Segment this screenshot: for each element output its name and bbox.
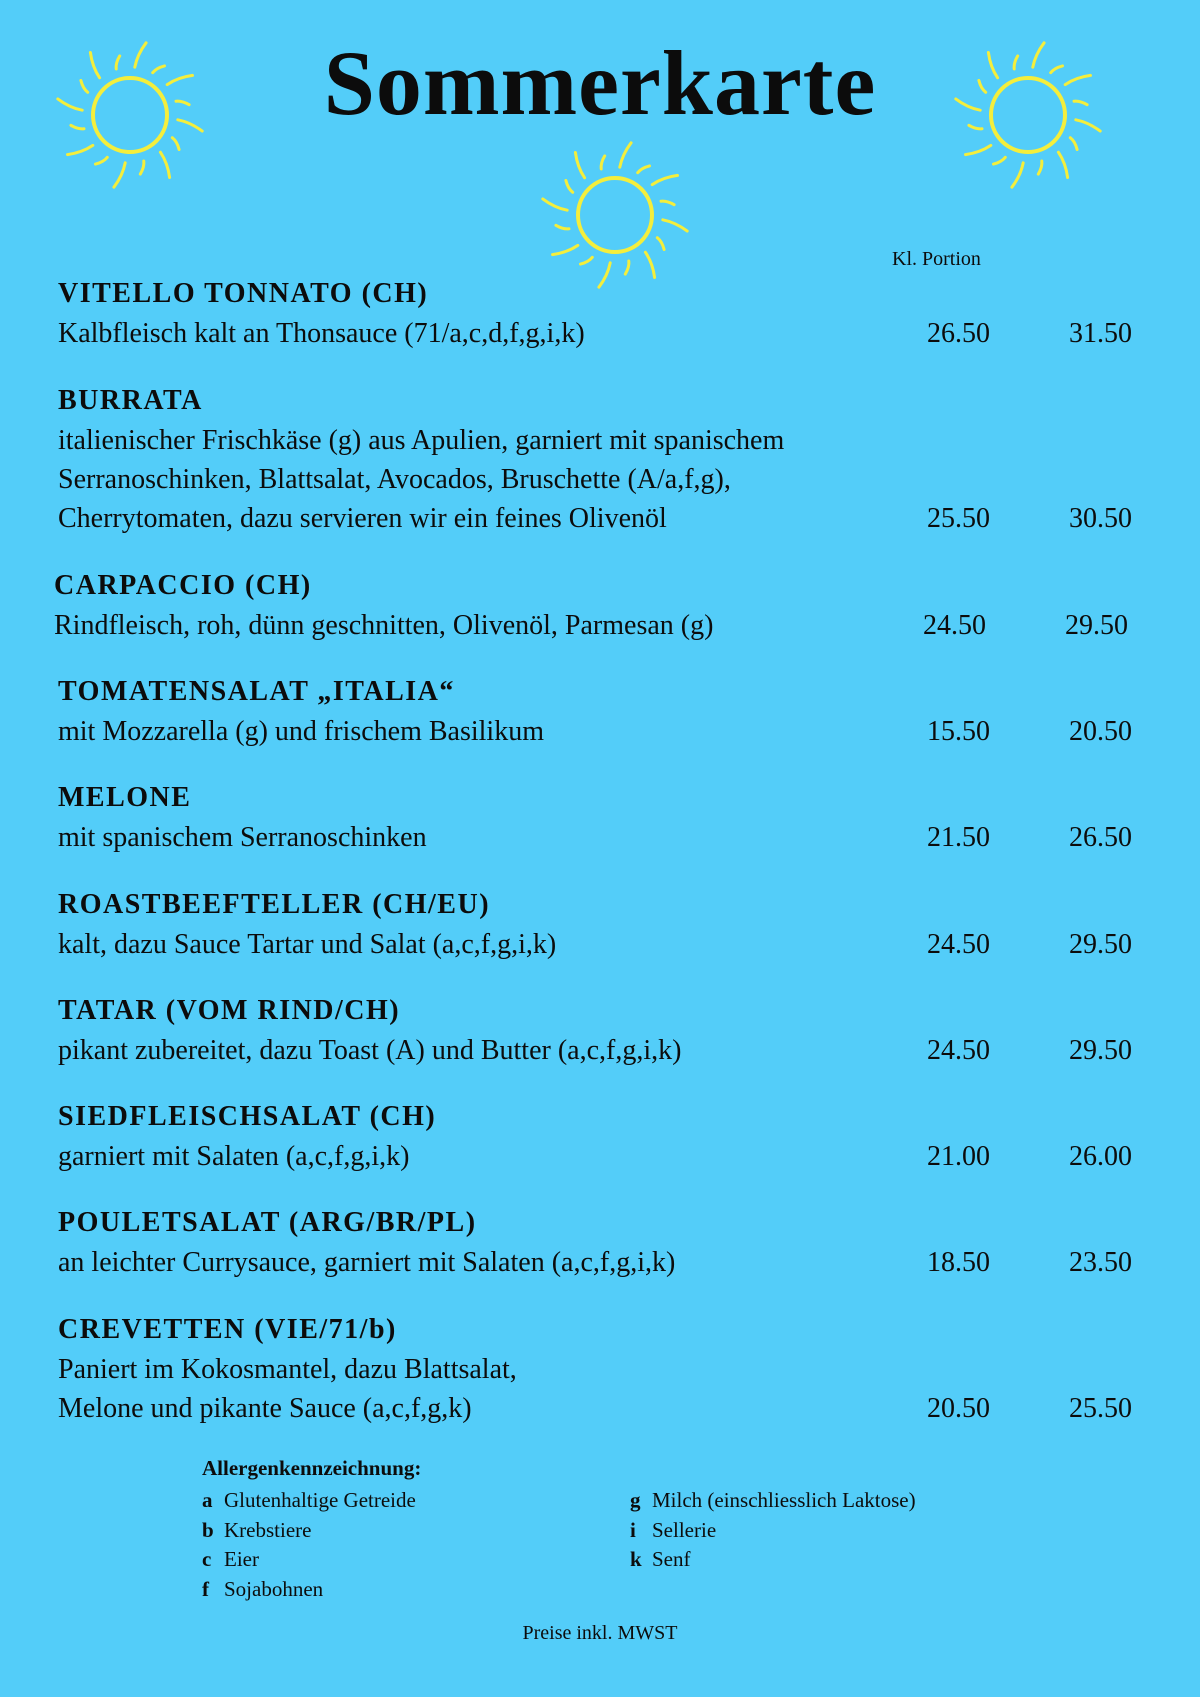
allergen-row (202, 1575, 416, 1605)
portion-column-label: Kl. Portion (892, 248, 981, 270)
price-small-portion: 15.50 (927, 716, 990, 747)
description-line: kalt, dazu Sauce Tartar und Salat (a,c,f,g,i,k) (58, 929, 557, 960)
menu-item (58, 1097, 1138, 1176)
menu-item-description (58, 1243, 1138, 1282)
description-line: Rindfleisch, roh, dünn geschnitten, Olivenöl, Parmesan (g) (54, 610, 714, 641)
allergen-row (202, 1516, 416, 1546)
price-small-portion: 24.50 (927, 1035, 990, 1066)
description-line: Kalbfleisch kalt an Thonsauce (71/a,c,d,f,g,i,k) (58, 318, 585, 349)
description-line: Cherrytomaten, dazu servieren wir ein feines Olivenöl (58, 503, 667, 534)
menu-item-name: TATAR (VOM RIND/CH) (58, 995, 401, 1026)
allergen-row (630, 1545, 916, 1575)
price-regular-portion: 29.50 (1069, 1035, 1132, 1066)
allergen-label: Glutenhaltige Getreide (224, 1488, 416, 1512)
menu-item-name: ROASTBEEFTELLER (CH/EU) (58, 889, 491, 920)
allergen-label: Sojabohnen (224, 1576, 324, 1601)
price-small-portion: 21.00 (927, 1141, 990, 1172)
price-regular-portion: 26.50 (1069, 822, 1132, 853)
menu-item-description (58, 421, 1138, 538)
allergen-label: Eier (224, 1547, 259, 1571)
price-small-portion: 24.50 (927, 929, 990, 960)
allergen-row (202, 1545, 416, 1575)
description-line: mit Mozzarella (g) und frischem Basilikum (58, 716, 544, 747)
price-regular-portion: 29.50 (1069, 929, 1132, 960)
price-regular-portion: 23.50 (1069, 1247, 1132, 1278)
allergen-label: Krebstiere (224, 1517, 312, 1542)
page-title: Sommerkarte (323, 32, 877, 134)
menu-item-name: CREVETTEN (VIE/71/b) (58, 1314, 397, 1345)
price-regular-portion: 25.50 (1069, 1393, 1132, 1424)
price-small-portion: 25.50 (927, 503, 990, 534)
price-regular-portion: 26.00 (1069, 1141, 1132, 1172)
description-line: pikant zubereitet, dazu Toast (A) und Butter (a,c,f,g,i,k) (58, 1035, 682, 1066)
menu-item-description (58, 1137, 1138, 1176)
price-regular-portion: 20.50 (1069, 716, 1132, 747)
allergen-code: k (630, 1547, 642, 1571)
allergen-code: a (202, 1488, 213, 1512)
description-line: Paniert im Kokosmantel, dazu Blattsalat, (58, 1354, 517, 1385)
description-line: italienischer Frischkäse (g) aus Apulien, garniert mit spanischem (58, 425, 785, 456)
menu-item (54, 566, 1134, 645)
menu-item-name: BURRATA (58, 385, 203, 416)
menu-item (58, 1203, 1138, 1282)
description-line: mit spanischem Serranoschinken (58, 822, 427, 853)
menu-item (58, 274, 1138, 353)
menu-item-name: VITELLO TONNATO (CH) (58, 278, 429, 309)
price-small-portion: 26.50 (927, 318, 990, 349)
allergen-legend (202, 1456, 1002, 1601)
price-regular-portion: 31.50 (1069, 318, 1132, 349)
price-regular-portion: 30.50 (1069, 503, 1132, 534)
allergen-label: Senf (652, 1547, 691, 1571)
sun-icon (535, 135, 695, 295)
allergen-code: f (202, 1576, 209, 1601)
price-regular-portion: 29.50 (1065, 610, 1128, 641)
menu-item-name: POULETSALAT (ARG/BR/PL) (58, 1207, 477, 1238)
description-line: Serranoschinken, Blattsalat, Avocados, Bruschette (A/a,f,g), (58, 464, 731, 495)
allergen-row (630, 1516, 916, 1546)
price-small-portion: 24.50 (923, 610, 986, 641)
menu-item-description (58, 818, 1138, 857)
price-small-portion: 21.50 (927, 822, 990, 853)
menu-item-description (58, 1350, 1138, 1428)
description-line: Melone und pikante Sauce (a,c,f,g,k) (58, 1393, 472, 1424)
menu-item-description (58, 1031, 1138, 1070)
allergen-code: i (630, 1517, 636, 1542)
allergen-label: Milch (einschliesslich Laktose) (652, 1488, 916, 1512)
menu-item-name: MELONE (58, 782, 192, 813)
menu-item-name: CARPACCIO (CH) (54, 570, 312, 601)
allergen-code: g (630, 1488, 641, 1512)
menu-item (58, 672, 1138, 751)
menu-item-description (54, 606, 1134, 645)
allergen-row (630, 1486, 916, 1516)
menu-item-description (58, 712, 1138, 751)
menu-item (58, 381, 1138, 538)
allergen-label: Sellerie (652, 1517, 717, 1542)
allergen-heading: Allergenkennzeichnung: (202, 1456, 422, 1480)
price-small-portion: 20.50 (927, 1393, 990, 1424)
menu-item (58, 885, 1138, 964)
menu-item (58, 778, 1138, 857)
menu-item (58, 991, 1138, 1070)
allergen-row (202, 1486, 416, 1516)
menu-item-description (58, 314, 1138, 353)
description-line: garniert mit Salaten (a,c,f,g,i,k) (58, 1141, 410, 1172)
price-small-portion: 18.50 (927, 1247, 990, 1278)
price-note: Preise inkl. MWST (522, 1622, 678, 1644)
menu-item-name: SIEDFLEISCHSALAT (CH) (58, 1101, 437, 1132)
allergen-column-2 (630, 1486, 916, 1575)
allergen-code: b (202, 1517, 214, 1542)
menu-item-name: TOMATENSALAT „ITALIA“ (58, 676, 455, 707)
allergen-code: c (202, 1547, 212, 1571)
description-line: an leichter Currysauce, garniert mit Salaten (a,c,f,g,i,k) (58, 1247, 676, 1278)
allergen-column-1 (202, 1486, 416, 1604)
menu-item-description (58, 925, 1138, 964)
menu-item (58, 1310, 1138, 1428)
